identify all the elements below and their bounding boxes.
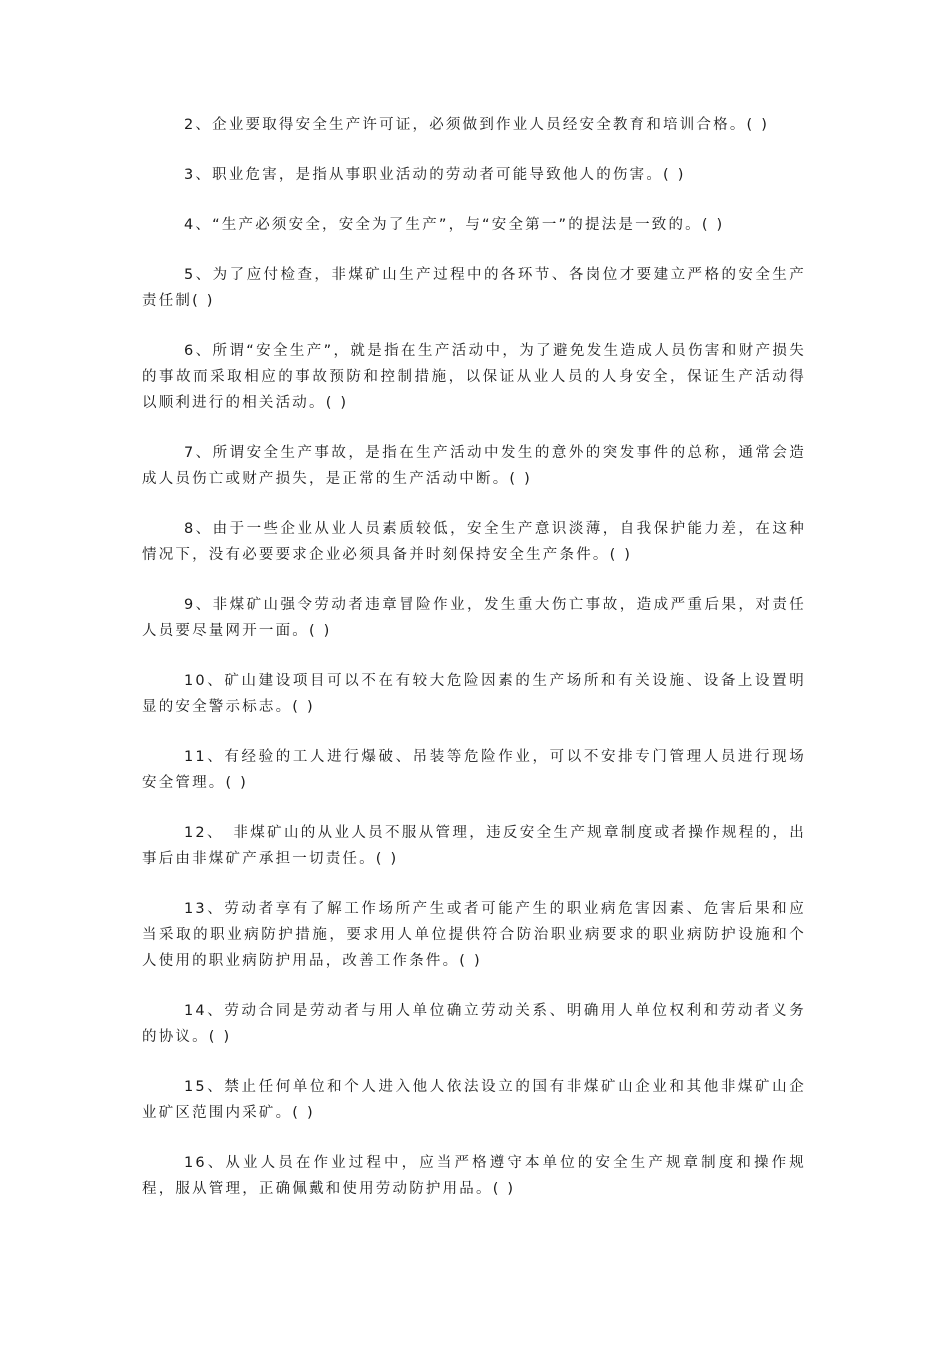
question-10: 10、矿山建设项目可以不在有较大危险因素的生产场所和有关设施、设备上设置明显的安全警示标志。( ) bbox=[142, 673, 806, 715]
question-16: 16、从业人员在作业过程中，应当严格遵守本单位的安全生产规章制度和操作规程，服从管理，正确佩戴和使用劳动防护用品。( ) bbox=[142, 1155, 806, 1197]
question-13: 13、劳动者享有了解工作场所产生或者可能产生的职业病危害因素、危害后果和应当采取的职业病防护措施，要求用人单位提供符合防治职业病要求的职业病防护设施和个人使用的职业病防护用品，改善工作条件。( ) bbox=[142, 901, 806, 969]
question-15: 15、禁止任何单位和个人进入他人依法设立的国有非煤矿山企业和其他非煤矿山企业矿区范围内采矿。( ) bbox=[142, 1079, 806, 1121]
question-11: 11、有经验的工人进行爆破、吊装等危险作业，可以不安排专门管理人员进行现场安全管理。( ) bbox=[142, 749, 806, 791]
question-9: 9、非煤矿山强令劳动者违章冒险作业，发生重大伤亡事故，造成严重后果，对责任人员要尽量网开一面。( ) bbox=[142, 597, 806, 639]
question-8: 8、由于一些企业从业人员素质较低，安全生产意识淡薄，自我保护能力差，在这种情况下，没有必要要求企业必须具备并时刻保持安全生产条件。( ) bbox=[142, 521, 806, 563]
question-2: 2、企业要取得安全生产许可证，必须做到作业人员经安全教育和培训合格。( ) bbox=[184, 117, 770, 133]
question-5: 5、为了应付检查，非煤矿山生产过程中的各环节、各岗位才要建立严格的安全生产责任制( ) bbox=[142, 267, 806, 309]
question-6: 6、所谓“安全生产”，就是指在生产活动中，为了避免发生造成人员伤害和财产损失的事故而采取相应的事故预防和控制措施，以保证从业人员的人身安全，保证生产活动得以顺利进行的相关活动。( ) bbox=[142, 343, 806, 411]
document-body bbox=[142, 112, 806, 1226]
question-7: 7、所谓安全生产事故，是指在生产活动中发生的意外的突发事件的总称，通常会造成人员伤亡或财产损失，是正常的生产活动中断。( ) bbox=[142, 445, 806, 487]
question-12: 12、 非煤矿山的从业人员不服从管理，违反安全生产规章制度或者操作规程的，出事后由非煤矿产承担一切责任。( ) bbox=[142, 825, 806, 867]
question-14: 14、劳动合同是劳动者与用人单位确立劳动关系、明确用人单位权利和劳动者义务的协议。( ) bbox=[142, 1003, 806, 1045]
question-3: 3、职业危害，是指从事职业活动的劳动者可能导致他人的伤害。( ) bbox=[184, 167, 686, 183]
question-4: 4、“生产必须安全，安全为了生产”，与“安全第一”的提法是一致的。( ) bbox=[184, 217, 725, 233]
